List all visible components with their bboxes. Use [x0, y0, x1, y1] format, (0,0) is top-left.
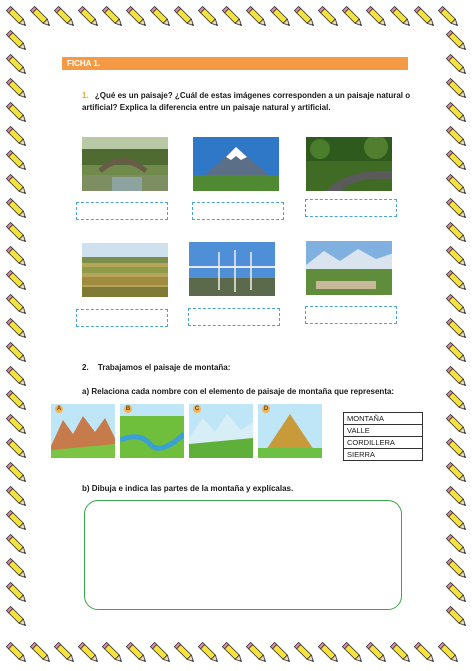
drawing-area[interactable]: [84, 500, 402, 610]
pencil-icon: [76, 4, 102, 30]
pencil-icon: [4, 52, 30, 78]
pencil-icon: [340, 640, 366, 666]
pencil-icon: [444, 100, 470, 126]
pencil-icon: [444, 148, 470, 174]
pencil-icon: [444, 364, 470, 390]
pencil-icon: [444, 28, 470, 54]
pencil-icon: [52, 4, 78, 30]
question-1-text: ¿Qué es un paisaje? ¿Cuál de estas imágenes corresponden a un paisaje natural o artificial? Explica la diferencia entre un paisaje natural y artificial.: [82, 91, 411, 112]
pencil-icon: [4, 172, 30, 198]
pencil-icon: [340, 4, 366, 30]
pencil-icon: [4, 484, 30, 510]
pencil-icon: [124, 4, 150, 30]
pencil-icon: [292, 640, 318, 666]
pencil-icon: [444, 316, 470, 342]
name-cell: VALLE: [344, 425, 423, 437]
pencil-icon: [388, 4, 414, 30]
name-cell: CORDILLERA: [344, 437, 423, 449]
pencil-icon: [196, 4, 222, 30]
answer-box[interactable]: [192, 202, 284, 220]
question-2-text: Trabajamos el paisaje de montaña:: [97, 363, 231, 372]
viaduct-bridge-photo: [189, 242, 275, 296]
pencil-icon: [4, 412, 30, 438]
pencil-icon: [444, 436, 470, 462]
pencil-icon: [4, 436, 30, 462]
answer-box[interactable]: [305, 306, 397, 324]
page-title: FICHA 1.: [62, 57, 408, 70]
pencil-icon: [444, 124, 470, 150]
pencil-icon: [444, 244, 470, 270]
pencil-icon: [316, 640, 342, 666]
pencil-icon: [28, 4, 54, 30]
pencil-icon: [444, 220, 470, 246]
pencil-icon: [364, 4, 390, 30]
pencil-icon: [444, 292, 470, 318]
pencil-icon: [316, 4, 342, 30]
pencil-icon: [444, 460, 470, 486]
pencil-icon: [412, 640, 438, 666]
pencil-icon: [4, 580, 30, 606]
pencil-icon: [172, 640, 198, 666]
pencil-icon: [148, 640, 174, 666]
name-cell: SIERRA: [344, 449, 423, 461]
pencil-icon: [444, 196, 470, 222]
pencil-icon: [444, 412, 470, 438]
pencil-icon: [444, 388, 470, 414]
tile-letter: B: [125, 406, 131, 412]
pencil-icon: [4, 244, 30, 270]
pencil-icon: [4, 220, 30, 246]
names-table: [343, 412, 423, 461]
volcano-mountain-photo: [193, 137, 279, 191]
pencil-icon: [444, 268, 470, 294]
pencil-icon: [4, 640, 30, 666]
pencil-icon: [100, 640, 126, 666]
pencil-icon: [196, 640, 222, 666]
pencil-icon: [4, 532, 30, 558]
pencil-icon: [244, 640, 270, 666]
forest-road-photo: [306, 137, 392, 191]
answer-box[interactable]: [188, 308, 280, 326]
pencil-icon: [444, 484, 470, 510]
single-mountain-illustration: [258, 404, 322, 458]
pencil-icon: [52, 640, 78, 666]
question-2a: a) Relaciona cada nombre con el elemento de paisaje de montaña que representa:: [82, 387, 395, 396]
tile-letter: D: [263, 406, 269, 412]
tile-letter: C: [194, 406, 200, 412]
question-1-number: 1.: [82, 91, 89, 100]
pencil-icon: [148, 4, 174, 30]
pencil-icon: [4, 388, 30, 414]
question-2-number: 2.: [82, 363, 89, 372]
name-cell: MONTAÑA: [344, 413, 423, 425]
pencil-icon: [220, 4, 246, 30]
pencil-icon: [28, 640, 54, 666]
pencil-icon: [268, 640, 294, 666]
pencil-icon: [444, 580, 470, 606]
pencil-icon: [4, 124, 30, 150]
pencil-icon: [444, 532, 470, 558]
tile-letter: A: [56, 406, 62, 412]
pencil-icon: [4, 316, 30, 342]
pencil-icon: [4, 508, 30, 534]
answer-box[interactable]: [76, 202, 168, 220]
pencil-icon: [4, 460, 30, 486]
bridge-landscape-photo: [82, 137, 168, 191]
pencil-icon: [4, 148, 30, 174]
pencil-icon: [100, 4, 126, 30]
pencil-icon: [292, 4, 318, 30]
pencil-icon: [4, 292, 30, 318]
pencil-icon: [4, 340, 30, 366]
answer-box[interactable]: [305, 199, 397, 217]
pencil-icon: [364, 640, 390, 666]
mountain-range-illustration: [51, 404, 115, 458]
pencil-icon: [4, 268, 30, 294]
valley-illustration: [120, 404, 184, 458]
pencil-icon: [4, 100, 30, 126]
pencil-icon: [76, 640, 102, 666]
pencil-icon: [444, 76, 470, 102]
pencil-icon: [436, 640, 462, 666]
cordillera-illustration: [189, 404, 253, 458]
pencil-icon: [124, 640, 150, 666]
answer-box[interactable]: [76, 309, 168, 327]
question-2: [82, 363, 230, 372]
pencil-icon: [4, 28, 30, 54]
pencil-icon: [436, 4, 462, 30]
pencil-icon: [412, 4, 438, 30]
pencil-icon: [444, 52, 470, 78]
pencil-icon: [4, 604, 30, 630]
pencil-icon: [4, 76, 30, 102]
question-1: [82, 90, 422, 114]
pencil-icon: [444, 508, 470, 534]
pencil-icon: [4, 196, 30, 222]
question-2b: b) Dibuja e indica las partes de la montaña y explícalas.: [82, 484, 294, 493]
pencil-icon: [444, 556, 470, 582]
farm-fields-photo: [82, 243, 168, 297]
pencil-icon: [444, 340, 470, 366]
pencil-icon: [244, 4, 270, 30]
pencil-icon: [444, 604, 470, 630]
pencil-icon: [4, 364, 30, 390]
pencil-icon: [4, 4, 30, 30]
pencil-icon: [4, 556, 30, 582]
pencil-icon: [220, 640, 246, 666]
mountain-village-photo: [306, 241, 392, 295]
pencil-icon: [172, 4, 198, 30]
pencil-icon: [388, 640, 414, 666]
pencil-icon: [268, 4, 294, 30]
pencil-icon: [444, 172, 470, 198]
